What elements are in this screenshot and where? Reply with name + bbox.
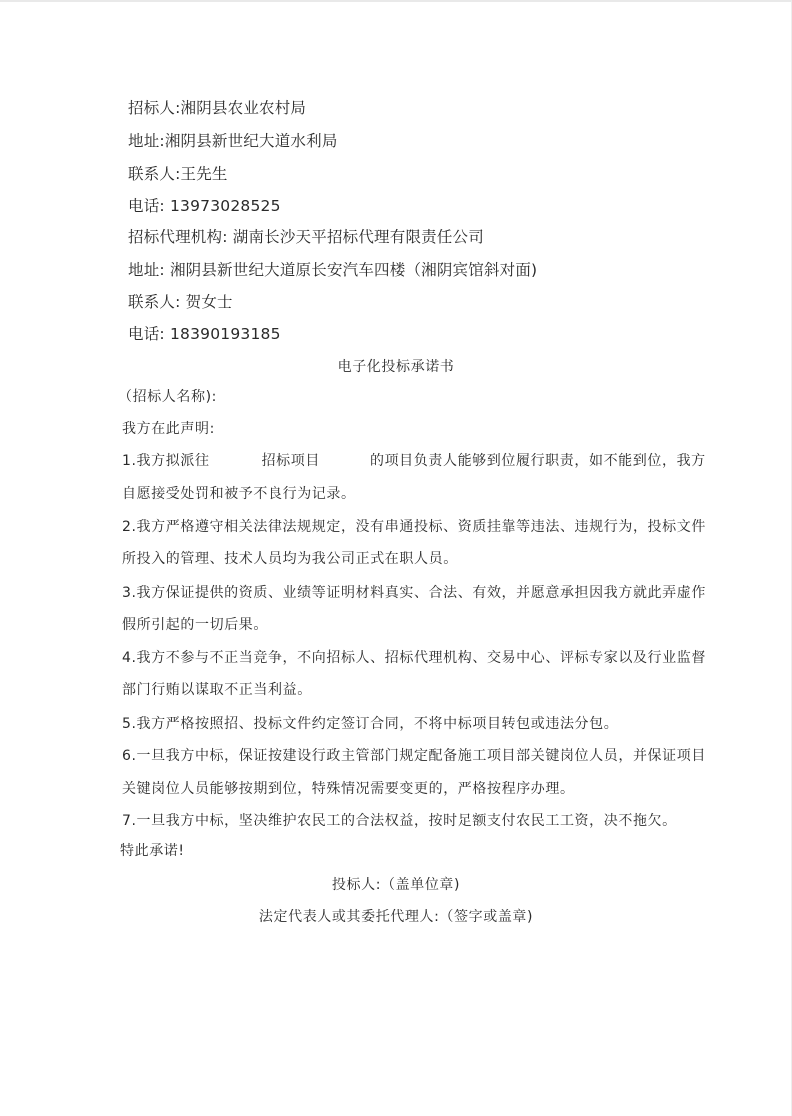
item-4-line-1: 4.我方不参与不正当竞争，不向招标人、招标代理机构、交易中心、评标专家以及行业监督	[122, 650, 706, 666]
item-1-part-c: 的项目负责人能够到位履行职责，如不能到位，我方	[369, 453, 706, 469]
intro-line: 我方在此声明:	[122, 421, 215, 437]
item-1-line-1	[122, 450, 706, 470]
agency-contact-line: 联系人: 贺女士	[128, 293, 233, 311]
tenderer-line: 招标人:湘阴县农业农村局	[128, 99, 307, 117]
item-6-line-1: 6.一旦我方中标，保证按建设行政主管部门规定配备施工项目部关键岗位人员，并保证项目	[122, 748, 706, 764]
closing-line: 特此承诺!	[120, 843, 185, 859]
addressee-line: （招标人名称):	[118, 389, 217, 405]
item-3-line-2: 假所引起的一切后果。	[122, 617, 268, 633]
item-2-line-1: 2.我方严格遵守相关法律法规规定，没有串通投标、资质挂靠等违法、违规行为，投标文件	[122, 519, 706, 535]
item-2-line-2: 所投入的管理、技术人员均为我公司正式在职人员。	[122, 551, 458, 567]
item-6-line-2: 关键岗位人员能够按期到位，特殊情况需要变更的，严格按程序办理。	[122, 781, 575, 797]
representative-signature-line: 法定代表人或其委托代理人:（签字或盖章)	[258, 909, 534, 925]
pledge-title: 电子化投标承诺书	[337, 359, 455, 375]
item-1-part-b: 招标项目	[261, 453, 320, 469]
item-1-line-2: 自愿接受处罚和被予不良行为记录。	[122, 486, 356, 502]
item-5-line: 5.我方严格按照招、投标文件约定签订合同，不将中标项目转包或违法分包。	[122, 716, 619, 732]
item-1-part-a: 1.我方拟派往	[122, 453, 210, 469]
agency-line: 招标代理机构: 湖南长沙天平招标代理有限责任公司	[128, 228, 484, 246]
agency-address-line: 地址: 湘阴县新世纪大道原长安汽车四楼（湘阴宾馆斜对面)	[128, 261, 538, 279]
item-7-line: 7.一旦我方中标，坚决维护农民工的合法权益，按时足额支付农民工工资，决不拖欠。	[122, 813, 677, 829]
agency-phone-line: 电话: 18390193185	[128, 325, 281, 343]
contact-person-line: 联系人:王先生	[128, 165, 228, 183]
phone-line: 电话: 13973028525	[128, 197, 281, 215]
item-4-line-2: 部门行贿以谋取不正当利益。	[122, 682, 312, 698]
address-line: 地址:湘阴县新世纪大道水利局	[128, 132, 338, 150]
item-3-line-1: 3.我方保证提供的资质、业绩等证明材料真实、合法、有效，并愿意承担因我方就此弄虚作	[122, 585, 706, 601]
bidder-signature-line: 投标人:（盖单位章)	[331, 877, 461, 893]
